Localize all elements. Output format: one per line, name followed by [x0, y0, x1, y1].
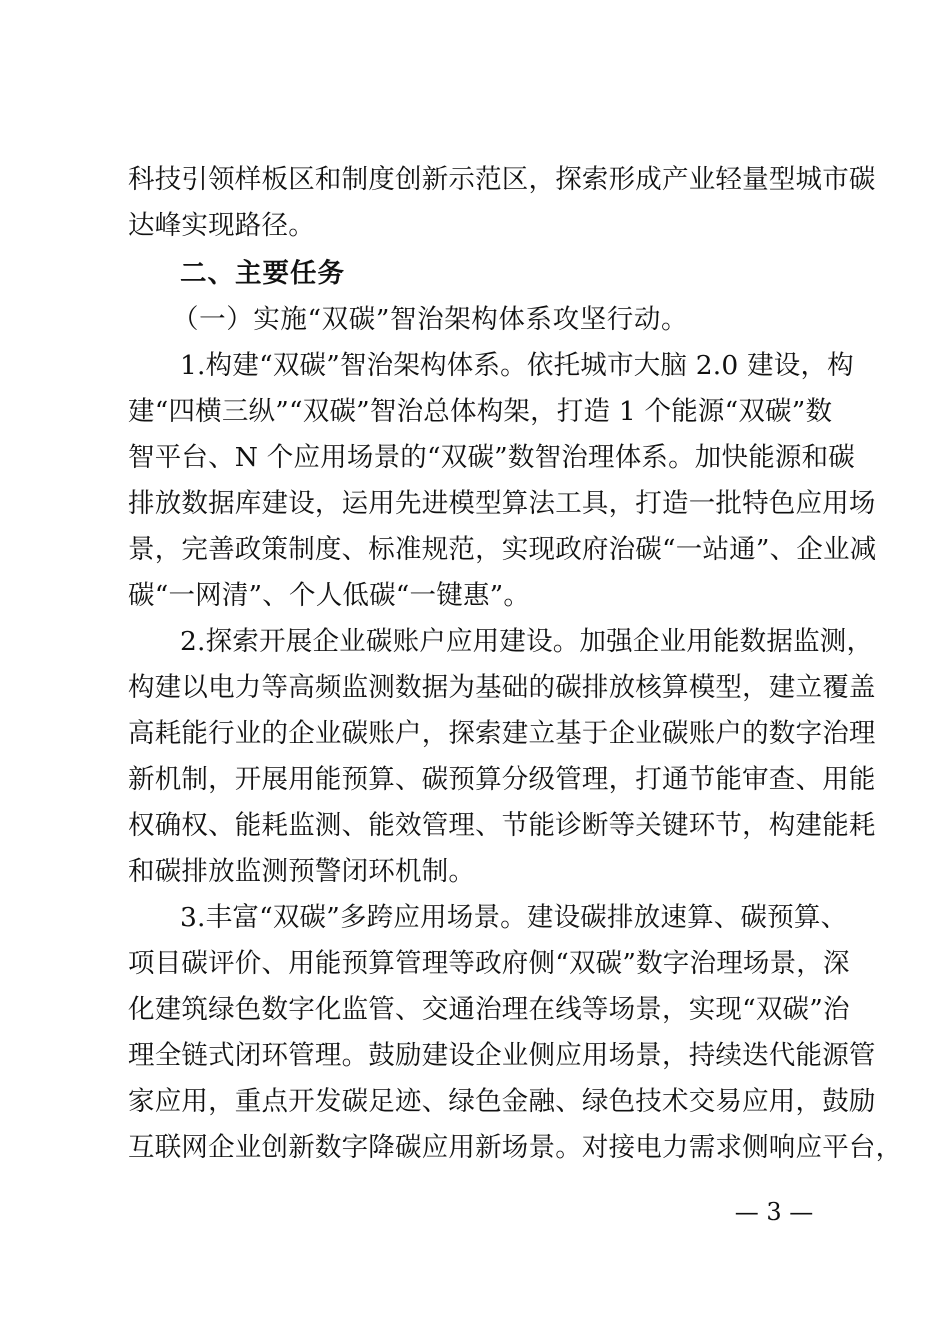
subsection-heading: （一）实施“双碳”智治架构体系攻坚行动。 — [172, 304, 689, 335]
intro-line-1: 科技引领样板区和制度创新示范区，探索形成产业轻量型城市碳 — [128, 164, 876, 195]
paragraph-3-line-2: 项目碳评价、用能预算管理等政府侧“双碳”数字治理场景，深 — [128, 948, 850, 979]
paragraph-1-line-4: 排放数据库建设，运用先进模型算法工具，打造一批特色应用场 — [128, 488, 876, 519]
paragraph-3-line-6: 互联网企业创新数字降碳应用新场景。对接电力需求侧响应平台， — [128, 1132, 903, 1163]
paragraph-3-line-4: 理全链式闭环管理。鼓励建设企业侧应用场景，持续迭代能源管 — [128, 1040, 876, 1071]
paragraph-2-line-6: 和碳排放监测预警闭环机制。 — [128, 856, 476, 887]
paragraph-2-line-3: 高耗能行业的企业碳账户，探索建立基于企业碳账户的数字治理 — [128, 718, 876, 749]
intro-line-2: 达峰实现路径。 — [128, 210, 315, 241]
paragraph-1-line-6: 碳“一网清”、个人低碳“一键惠”。 — [128, 580, 531, 611]
paragraph-1-line-3: 智平台、N 个应用场景的“双碳”数智治理体系。加快能源和碳 — [128, 442, 856, 473]
paragraph-3-line-5: 家应用，重点开发碳足迹、绿色金融、绿色技术交易应用，鼓励 — [128, 1086, 876, 1117]
paragraph-2-line-5: 权确权、能耗监测、能效管理、节能诊断等关键环节，构建能耗 — [128, 810, 876, 841]
paragraph-2-line-2: 构建以电力等高频监测数据为基础的碳排放核算模型，建立覆盖 — [128, 672, 876, 703]
paragraph-3-line-1: 3.丰富“双碳”多跨应用场景。建设碳排放速算、碳预算、 — [180, 902, 848, 933]
paragraph-1-line-2: 建“四横三纵”“双碳”智治总体构架，打造 1 个能源“双碳”数 — [128, 396, 833, 427]
paragraph-2-line-4: 新机制，开展用能预算、碳预算分级管理，打通节能审查、用能 — [128, 764, 876, 795]
paragraph-1-line-1: 1.构建“双碳”智治架构体系。依托城市大脑 2.0 建设，构 — [180, 350, 854, 381]
paragraph-3-line-3: 化建筑绿色数字化监管、交通治理在线等场景，实现“双碳”治 — [128, 994, 850, 1025]
paragraph-1-line-5: 景，完善政策制度、标准规范，实现政府治碳“一站通”、企业减 — [128, 534, 877, 565]
page-number: — 3 — — [734, 1198, 814, 1226]
paragraph-2-line-1: 2.探索开展企业碳账户应用建设。加强企业用能数据监测， — [180, 626, 874, 657]
section-heading: 二、主要任务 — [180, 258, 345, 289]
